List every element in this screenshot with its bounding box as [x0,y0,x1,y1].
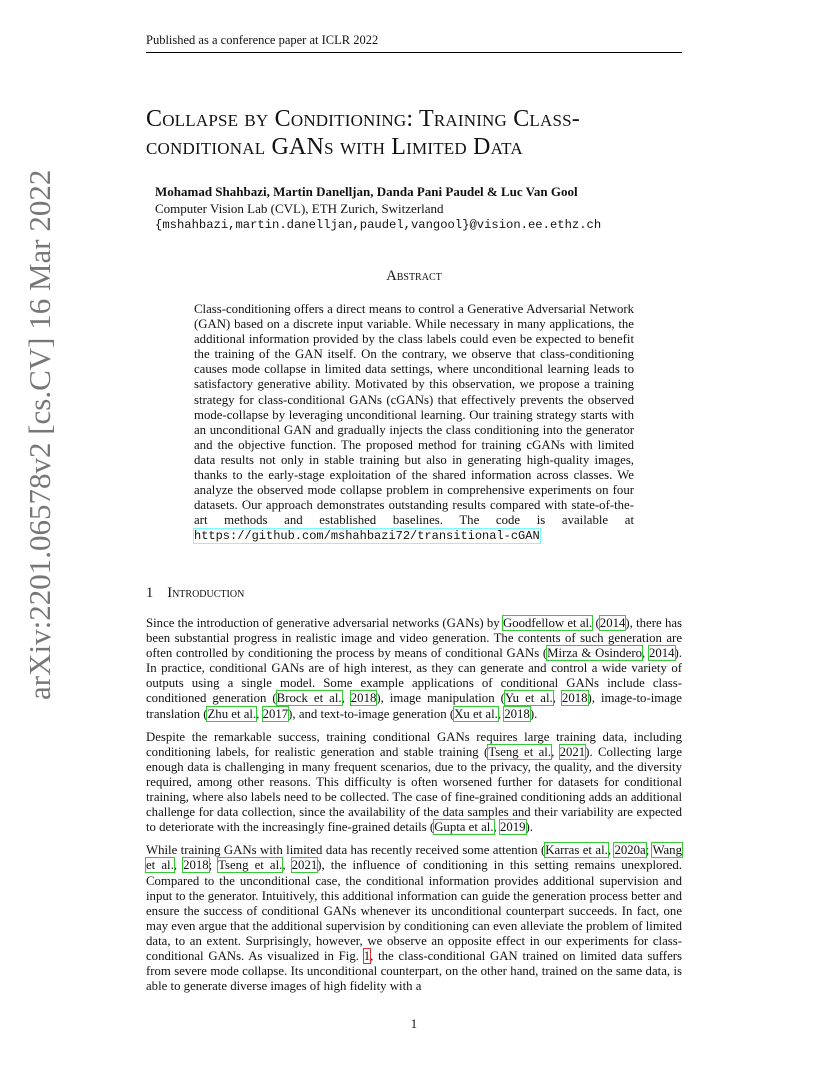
citation-link[interactable]: 2021 [291,858,318,873]
text: , [341,691,351,706]
text: Despite the remarkable success, training conditional GANs requires large training data, including conditioning labels, for realistic generation and stable training ( [146,729,682,759]
text: ), there has been substantial progress in realistic image and video generation. The contents of such generation are often controlled by conditioning the process by means of conditional GANs ( [146,616,682,661]
section-heading [146,585,244,602]
citation-link[interactable]: 2021 [559,744,586,759]
citation-link[interactable]: 2019 [499,820,526,835]
paragraph-2 [146,730,682,836]
citation-link[interactable]: Yu et al. [504,691,553,706]
citation-link[interactable]: Tseng et al. [488,744,552,759]
paragraph-1 [146,616,682,722]
citation-link[interactable]: 2018 [183,858,209,873]
title-line-2: conditional GANs with Limited Data [146,134,523,160]
citation-link[interactable]: 2018 [561,691,588,706]
section-number: 1 [146,585,154,601]
text: While training GANs with limited data has recently received some attention ( [146,843,546,858]
citation-link[interactable]: Tseng et al. [218,858,283,873]
section-title: Introduction [167,585,245,601]
citation-link[interactable]: Brock et al. [276,691,342,706]
header-rule [146,52,682,53]
text: , [173,858,184,873]
paper-title [146,105,706,161]
citation-link[interactable]: Karras et al. [545,843,608,858]
text: , [256,706,263,721]
text: , [497,706,505,721]
citation-link[interactable]: Zhu et al. [207,706,257,721]
citation-link[interactable]: 2014 [599,616,626,630]
text: , [282,858,292,873]
text: ), image-to-image translation ( [146,691,682,721]
text: , [642,646,649,661]
text: , [551,744,560,759]
author-block [155,183,601,234]
text: ). [529,706,538,721]
text: ; [645,843,653,858]
citation-link[interactable]: 2018 [350,691,377,706]
text: , [607,843,615,858]
abstract-text: Class-conditioning offers a direct means to control a Generative Adversarial Network (GAN) based on a discrete input variable. While necessary in many applications, the additional information provided by the class labels could even be expected to benefit the training of the GAN itself. On the contrary, we observe that class-conditioning causes mode collapse in limited data settings, where unconditional learning leads to satisfactory generative ability. Motivated by this observation, we propose a training strategy for class-conditional GANs (cGANs) that effectively prevents the observed mode-collapse by leveraging unconditional learning. Our training strategy starts with an unconditional GAN and gradually injects the class conditioning into the generator and the objective function. The proposed method for training cGANs with limited data results not only in stable training but also in generating high-quality images, thanks to the early-stage exploitation of the shared information across classes. We analyze the observed mode collapse problem in comprehensive experiments on four datasets. Our approach demonstrates outstanding results compared with state-of-the-art methods and established baselines. The code is available at [194,302,634,528]
author-names: Mohamad Shahbazi, Martin Danelljan, Danda Pani Paudel & Luc Van Gool [155,184,578,199]
text: ). [525,820,533,835]
citation-link[interactable]: 2020a [614,843,646,858]
text: , [552,691,562,706]
text: ), the influence of conditioning in this setting remains unexplored. Compared to the unconditional case, the conditional information provides additional supervision and input to the generator. Intuitively, this additional information can guide the generation process better and ensure the success of conditional GANs whenever its unconditional counterpart succeeds. In fact, one may even argue that the additional supervision by conditioning can even alleviate the problem of limited data, to an extent. Surprisingly, however, we observe an opposite effect in our experiments for class-conditional GANs. As visualized in Fig. [146,858,682,963]
code-link[interactable]: https://github.com/mshahbazi72/transitional-cGAN [194,529,540,544]
abstract-heading: Abstract [386,268,442,284]
text: ), image manipulation ( [376,691,505,706]
text: , [493,820,500,835]
citation-link[interactable]: 2017 [262,706,289,721]
text: ; [208,858,219,873]
author-emails: {mshahbazi,martin.danelljan,paudel,vangool}@vision.ee.ethz.ch [155,218,602,232]
citation-link[interactable]: Goodfellow et al. [502,616,593,630]
text: Since the introduction of generative adversarial networks (GANs) by [146,616,503,630]
text: ). Collecting large enough data is challenging in many frequent scenarios, due to the privacy, the quality, and the diversity required, among other reasons. This difficulty is often worsened further for datasets for conditional training, where also labels need to be collected. The case of fine-grained conditioning adds an additional challenge for data collection, since the availability of the data samples and their variability are expected to deteriorate with the increasingly fine-grained details ( [146,744,683,835]
intro-body [146,616,682,1002]
citation-link[interactable]: 2014 [648,646,675,661]
author-affiliation: Computer Vision Lab (CVL), ETH Zurich, Switzerland [155,201,444,216]
paragraph-3 [146,843,682,994]
citation-link[interactable]: Xu et al. [454,706,498,721]
abstract-body [194,302,634,545]
citation-link[interactable]: Wang et al. [146,843,682,873]
title-line-1: Collapse by Conditioning: Training Class- [146,106,580,132]
text: , the class-conditional GAN trained on limited data suffers from severe mode collapse. Its unconditional counterpart, on the other hand, trained on the same data, is able to generate diverse images of high fidelity with a [146,948,682,994]
text: ( [592,616,600,630]
citation-link[interactable]: Gupta et al. [434,820,494,835]
text: ), and text-to-image generation ( [288,706,455,721]
arxiv-identifier: arXiv:2201.06578v2 [cs.CV] 16 Mar 2022 [22,169,57,700]
text: ). In practice, conditional GANs are of high interest, as they can generate and control a wide variety of outputs using a single model. Some example applications of conditional GANs include class-conditioned generation ( [146,646,682,706]
citation-link[interactable]: 2018 [504,706,530,721]
running-header: Published as a conference paper at ICLR 2022 [146,33,379,47]
citation-link[interactable]: Mirza & Osindero [547,646,643,661]
page-number: 1 [410,1017,418,1031]
figure-reference-link[interactable]: 1 [363,948,371,963]
